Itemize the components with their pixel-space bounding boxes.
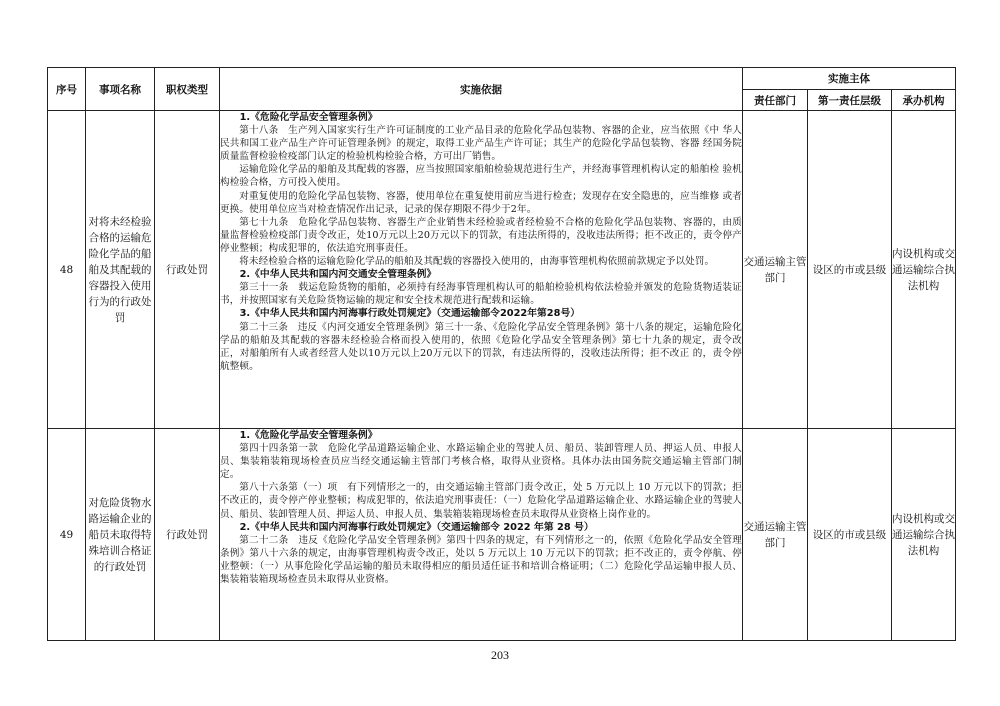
row-item-name: 对危险货物水路运输企业的船员未取得特殊培训合格证的行政处罚 [86,429,155,641]
basis-paragraph: 第三十一条 载运危险货物的船舶，必须持有经海事管理机构认可的船舶检验机构依法检验并颁发的危险货物适装证书，并按照国家有关危险货物运输的规定和安全技术规范进行配载和运输。 [220,282,742,307]
row-responsible-dept: 交通运输主管部门 [743,111,808,429]
basis-paragraph: 第八十六条第（一）项 有下列情形之一的，由交通运输主管部门责令改正，处 5 万元以上 10 万元以下的罚款；拒不改正的，责令停产停业整顿；构成犯罪的，依法追究刑事责任：（一）危险化学品道路运输企业、水路运输企业的驾驶人员、船员、装卸管理人员、押运人员、申报人员、集装箱装箱现场检查员未取得从业资格上岗作业的。 [220,482,742,520]
row-seq: 49 [48,429,86,641]
page-number: 203 [491,648,509,662]
header-seq: 序号 [48,68,86,111]
basis-paragraph: 第七十九条 危险化学品包装物、容器生产企业销售未经检验或者经检验不合格的危险化学品包装物、容器的，由质量监督检验检疫部门责令改正，处10万元以上20万元以下的罚款，有违法所得的，没收违法所得；拒不改正的，责令停产停业整顿；构成犯罪的，依法追究刑事责任。 [220,216,742,254]
row-item-name: 对将未经检验合格的运输危险化学品的船舶及其配载的容器投入使用行为的行政处罚 [86,111,155,429]
basis-paragraph: 运输危险化学品的船舶及其配载的容器，应当按照国家船舶检验规范进行生产，并经海事管理机构认定的船舶检 验机构检验合格，方可投入使用。 [220,164,742,189]
basis-paragraph: 对重复使用的危险化学品包装物、容器，使用单位在重复使用前应当进行检查；发现存在安全隐患的，应当维修 或者更换。使用单位应当对检查情况作出记录，记录的保存期限不得少于2年。 [220,190,742,215]
basis-paragraph: 第四十四条第一款 危险化学品道路运输企业、水路运输企业的驾驶人员、船员、装卸管理人员、押运人员、申报人员、集装箱装箱现场检查员应当经交通运输主管部门考核合格，取得从业资格。具体办法由国务院交通运输主管部门制定。 [220,443,742,481]
row-agency: 内设机构或交通运输综合执法机构 [892,111,956,429]
row-basis [220,111,743,429]
header-dept: 责任部门 [743,90,808,111]
row-basis [220,429,743,641]
header-basis: 实施依据 [220,68,743,111]
header-agency: 承办机构 [892,90,956,111]
row-responsible-dept: 交通运输主管部门 [743,429,808,641]
header-subject: 实施主体 [743,68,956,90]
basis-paragraph: 将未经检验合格的运输危险化学品的船舶及其配载的容器投入使用的，由海事管理机构依照前款规定予以处罚。 [239,256,715,268]
law-title: 3.《中华人民共和国内河海事行政处罚规定》（交通运输部令2022年第28号） [239,308,581,320]
table-row [48,429,956,641]
header-name: 事项名称 [86,68,155,111]
row-first-level: 设区的市或县级 [808,111,892,429]
basis-paragraph: 第二十三条 违反《内河交通安全管理条例》第三十一条、《危险化学品安全管理条例》第十八条的规定，运输危险化学品的船舶及其配载的容器未经检验合格而投入使用的，依照《危险化学品安全管理条例》第七十九条的规定，责令改正，对船舶所有人或者经营人处以10万元以上20万元以下的罚款，有违法所得的，没收违法所得；拒不改正 的，责令停航整顿。 [220,321,742,372]
table-row [48,111,956,429]
row-first-level: 设区的市或县级 [808,429,892,641]
header-level: 第一责任层级 [808,90,892,111]
law-title: 1.《危险化学品安全管理条例》 [239,430,378,441]
row-power-type: 行政处罚 [155,111,220,429]
law-title: 2.《中华人民共和国内河海事行政处罚规定》（交通运输部令 2022 年第 28 号） [239,521,594,533]
row-seq: 48 [48,111,86,429]
header-type: 职权类型 [155,68,220,111]
basis-paragraph: 第十八条 生产列入国家实行生产许可证制度的工业产品目录的危险化学品包装物、容器的企业，应当依照《中 华人民共和国工业产品生产许可证管理条例》的规定，取得工业产品生产许可证；其生产的危险化学品包装物、容器 经国务院质量监督检验检疫部门认定的检验机构检验合格，方可出厂销售。 [220,125,742,163]
law-title: 1.《危险化学品安全管理条例》 [239,112,378,123]
law-title: 2.《中华人民共和国内河交通安全管理条例》 [239,269,437,281]
basis-paragraph: 第二十二条 违反《危险化学品安全管理条例》第四十四条的规定，有下列情形之一的，依照《危险化学品安全管理条例》第八十六条的规定，由海事管理机构责令改正，处以 5 万元以上 10 万元以下的罚款；拒不改正的，责令停航、停业整顿：（一）从事危险化学品运输的船员未取得相应的船员适任证书和培训合格证明；（二）危险化学品运输申报人员、集装箱装箱现场检查员未取得从业资格。 [220,534,742,586]
enforcement-table [47,67,956,641]
row-power-type: 行政处罚 [155,429,220,641]
row-agency: 内设机构或交通运输综合执法机构 [892,429,956,641]
